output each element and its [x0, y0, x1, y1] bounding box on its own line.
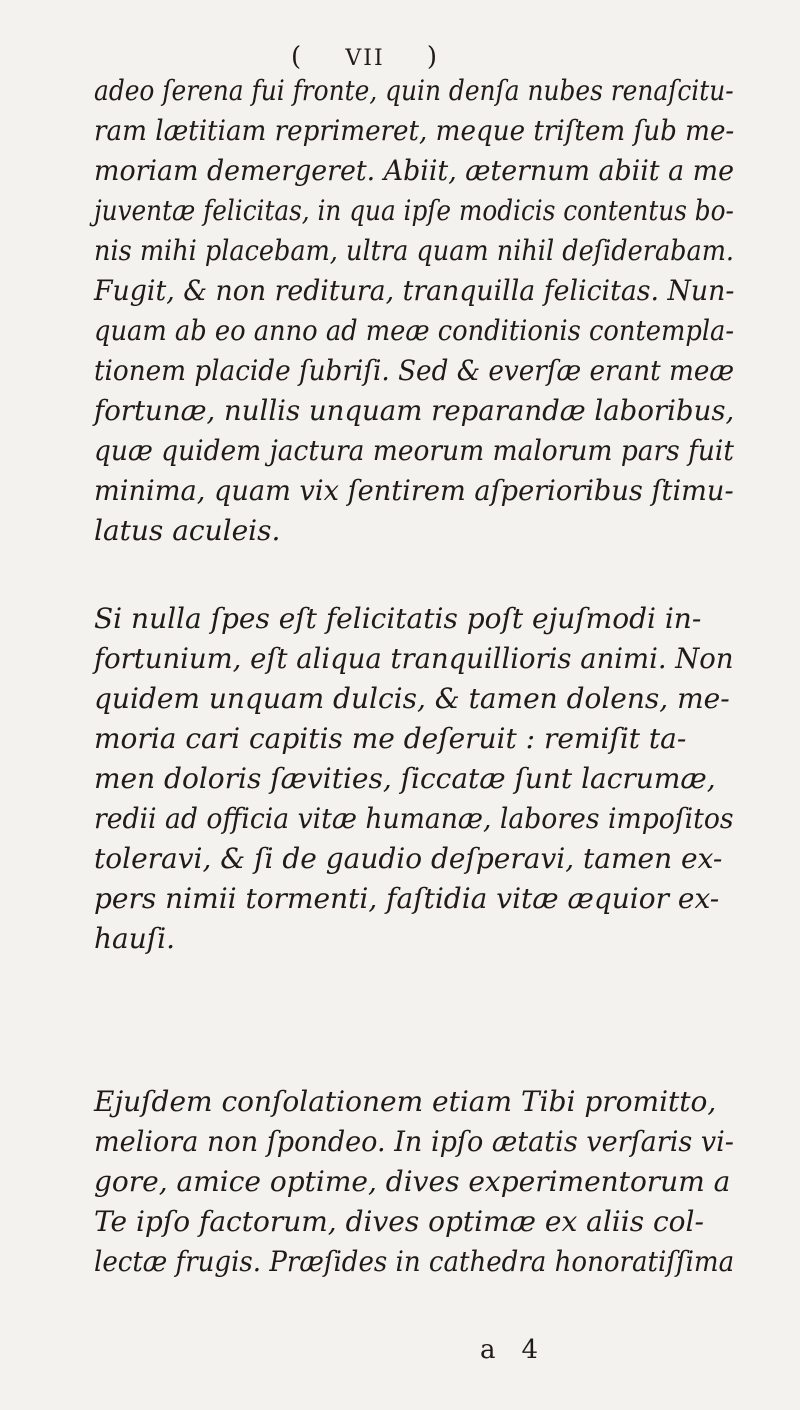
text-line: quam ab eo anno ad meæ conditionis contempla- [94, 314, 735, 347]
text-line: fortunium, eſt aliqua tranquillioris animi. Non [94, 642, 734, 675]
text-line: tionem placide ſubriſi. Sed & everſæ erant meæ [94, 354, 735, 387]
header-close-paren: ) [426, 42, 440, 72]
text-line: latus aculeis. [94, 514, 281, 547]
text-line: Fugit, & non reditura, tranquilla felicitas. Nun- [94, 274, 735, 307]
text-line: nis mihi placebam, ultra quam nihil deſiderabam. [94, 234, 735, 267]
text-line: adeo ſerena fui fronte, quin denſa nubes renaſcitu- [94, 74, 734, 107]
text-line: fortunæ, nullis unquam reparandæ laboribus, [94, 394, 735, 427]
signature-mark [480, 1335, 564, 1365]
paragraph-2 [94, 599, 734, 959]
text-line: ram lætitiam reprimeret, meque triſtem ſub me- [94, 114, 735, 147]
signature-letter: a [480, 1335, 498, 1365]
text-line: hauſi. [94, 922, 175, 955]
text-line: quæ quidem jactura meorum malorum pars fuit [94, 434, 735, 467]
text-line: juventæ felicitas, in qua ipſe modicis contentus bo- [94, 194, 734, 227]
text-line: Te ipſo factorum, dives optimæ ex aliis col- [94, 1205, 704, 1238]
text-line: gore, amice optime, dives experimentorum a [94, 1165, 731, 1198]
text-line: toleravi, & ſi de gaudio deſperavi, tamen ex- [94, 842, 723, 875]
text-line: Ejuſdem conſolationem etiam Tibi promitto, [94, 1085, 717, 1118]
paragraph-1 [94, 71, 734, 551]
text-line: meliora non ſpondeo. In ipſo ætatis verſaris vi- [94, 1125, 734, 1158]
text-line: moria cari capitis me deſeruit : remiſit ta- [94, 722, 687, 755]
page-numeral: VII [345, 46, 385, 71]
text-line: minima, quam vix ſentirem aſperioribus ſtimu- [94, 474, 734, 507]
header-open-paren: ( [290, 42, 304, 72]
text-line: men doloris ſævities, ſiccatæ ſunt lacrumæ, [94, 762, 716, 795]
text-line: lectæ frugis. Præſides in cathedra honoratiſſima [94, 1245, 735, 1278]
text-line: pers nimii tormenti, faſtidia vitæ æquior ex- [94, 882, 720, 915]
text-line: quidem unquam dulcis, & tamen dolens, me- [94, 682, 730, 715]
paragraph-3 [94, 1082, 734, 1282]
page-header [0, 42, 730, 72]
signature-number: 4 [521, 1335, 541, 1365]
text-line: moriam demergeret. Abiit, æternum abiit a me [94, 154, 734, 187]
text-line: Si nulla ſpes eſt felicitatis poſt ejuſmodi in- [94, 602, 702, 635]
text-line: redii ad officia vitæ humanæ, labores impoſitos [94, 802, 734, 835]
